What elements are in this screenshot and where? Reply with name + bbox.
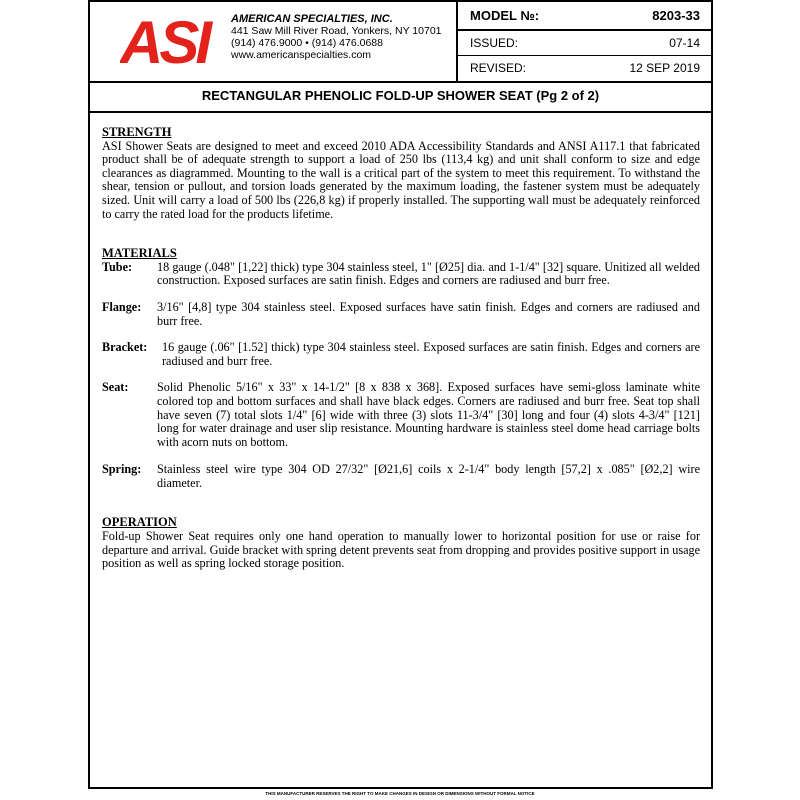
revised-label: REVISED: <box>470 61 527 75</box>
company-address: 441 Saw Mill River Road, Yonkers, NY 10701 <box>231 25 442 37</box>
material-key: Tube: <box>102 259 133 274</box>
material-text: 16 gauge (.06" [1.52] thick) type 304 stainless steel. Exposed surfaces are satin finish. Edges and corners are radiused and burr free. <box>162 340 700 368</box>
model-label: MODEL №: <box>470 8 540 23</box>
legal-footer: THIS MANUFACTURER RESERVES THE RIGHT TO MAKE CHANGES IN DESIGN OR DIMENSIONS WITHOUT FORMAL NOTICE <box>265 791 535 796</box>
asi-logo-text: ASI <box>120 15 209 67</box>
revised-row <box>458 56 713 81</box>
material-text: Solid Phenolic 5/16" x 33" x 14-1/2" [8 x 838 x 368]. Exposed surfaces have semi-gloss laminate white colored top and bottom surfaces and shall have black edges. Corners are radiused and burr free. Seat top shall have seven (7) total slots 1/4" [6] wide with three (3) slots 11-3/4" [30] long and four (4) slots 4-3/4" [121] long for water drainage and user slip resistance. Mounting hardware is stainless steel dome head carriage bolts with acorn nuts on bottom. <box>157 380 700 449</box>
strength-heading: STRENGTH <box>102 125 172 139</box>
revised-value: 12 SEP 2019 <box>629 61 700 75</box>
material-key: Bracket: <box>102 340 148 355</box>
material-text: 18 gauge (.048" [1,22] thick) type 304 stainless steel, 1" [Ø25] dia. and 1-1/4" [32] square. Unitized all welded construction. Exposed surfaces are satin finish. Edges and corners are radiused and burr free. <box>157 259 700 288</box>
material-text: 3/16" [4,8] type 304 stainless steel. Exposed surfaces have satin finish. Edges and corners are radiused and burr free. <box>157 299 700 328</box>
material-key: Spring: <box>102 462 142 477</box>
material-item-tube <box>102 261 700 288</box>
model-row <box>458 2 713 31</box>
materials-heading: MATERIALS <box>102 246 177 261</box>
model-info-box <box>456 2 713 81</box>
document-header <box>90 2 711 83</box>
company-website: www.americanspecialties.com <box>231 49 372 61</box>
strength-text: ASI Shower Seats are designed to meet and exceed 2010 ADA Accessibility Standards and ANSI A117.1 that fabricated product shall be of adequate strength to support a load of 250 lbs (113,4 kg) and unit shall conform to size and edge clearances as diagrammed. Mounting to the wall is a critical part of the system to meet this requirement. To withstand the shear, tension or pullout, and torsion loads generated by the maximum loading, the fastener system must be adequately sized. Unit will carry a load of 500 lbs (226,8 kg) if properly installed. The supporting wall must be adequately reinforced to carry the rated load for the products lifetime. <box>102 138 700 221</box>
material-item-spring <box>102 463 700 490</box>
operation-section <box>102 516 700 570</box>
operation-heading: OPERATION <box>102 515 177 530</box>
document-title: RECTANGULAR PHENOLIC FOLD-UP SHOWER SEAT (Pg 2 of 2) <box>90 81 711 113</box>
material-item-flange <box>102 301 700 328</box>
material-item-seat <box>102 381 700 449</box>
issued-row <box>458 31 713 56</box>
company-phone: (914) 476.9000 • (914) 476.0688 <box>231 37 383 49</box>
material-text: Stainless steel wire type 304 OD 27/32" [Ø21,6] coils x 2-1/4" body length [57,2] x .085" [Ø2,2] wire diameter. <box>157 462 700 490</box>
material-item-bracket <box>102 341 700 368</box>
material-key: Seat: <box>102 380 129 395</box>
company-info <box>231 13 442 61</box>
materials-section <box>102 247 700 490</box>
document-frame <box>88 0 713 789</box>
issued-value: 07-14 <box>669 36 700 50</box>
company-name: AMERICAN SPECIALTIES, INC. <box>231 13 393 25</box>
strength-section <box>102 126 700 221</box>
operation-text: Fold-up Shower Seat requires only one hand operation to manually lower to horizontal position for use or raise for departure and arrival. Guide bracket with spring detent prevents seat from dropping and provides positive support in usage position as well as spring locked storage position. <box>102 529 700 571</box>
issued-label: ISSUED: <box>470 36 519 50</box>
model-value: 8203-33 <box>652 8 700 23</box>
document-body <box>102 126 700 571</box>
material-key: Flange: <box>102 299 142 314</box>
